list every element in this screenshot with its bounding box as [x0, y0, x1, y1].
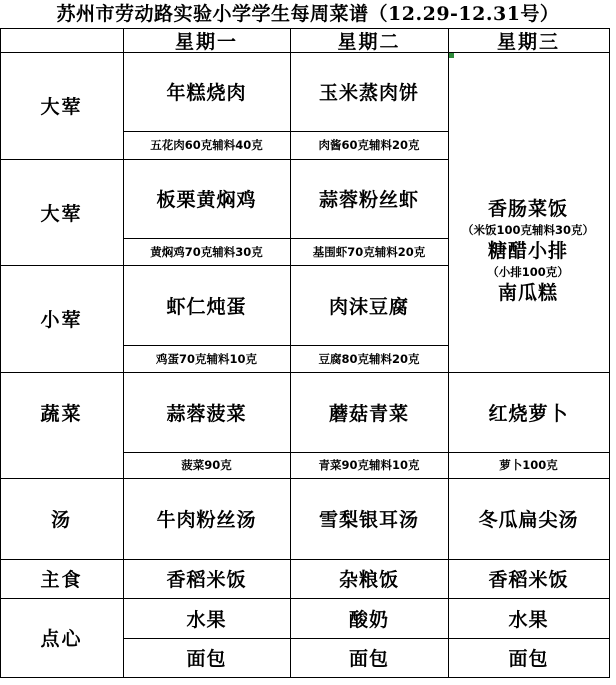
- wednesday-note-1: （米饭100克辅料30克）: [461, 222, 594, 237]
- tuesday-soup: 雪梨银耳汤: [318, 509, 419, 531]
- wednesday-dish-2: 糖醋小排: [487, 239, 568, 262]
- wednesday-soup: 冬瓜扁尖汤: [478, 509, 579, 531]
- category-main-meat-2: 大荤: [40, 202, 83, 225]
- monday-staple: 香稻米饭: [166, 569, 247, 591]
- monday-dish-4: 蒜蓉菠菜: [166, 402, 247, 425]
- tuesday-note-4: 青菜90克辅料10克: [318, 458, 420, 472]
- page-title: 苏州市劳动路实验小学学生每周菜谱（12.29-12.31号）: [56, 3, 560, 25]
- monday-dish-2: 板栗黄焖鸡: [156, 189, 257, 211]
- category-side-meat: 小荤: [40, 309, 83, 331]
- tuesday-snack-1: 酸奶: [348, 608, 389, 631]
- tuesday-dish-3: 肉沫豆腐: [328, 295, 409, 318]
- monday-note-4: 菠菜90克: [181, 458, 232, 472]
- tuesday-staple: 杂粮饭: [338, 569, 399, 591]
- monday-soup: 牛肉粉丝汤: [156, 509, 257, 531]
- tuesday-dish-2: 蒜蓉粉丝虾: [318, 189, 419, 211]
- category-snack: 点心: [40, 628, 83, 650]
- tuesday-snack-2: 面包: [348, 648, 389, 670]
- wednesday-dish-4: 红烧萝卜: [488, 402, 569, 425]
- wednesday-staple: 香稻米饭: [488, 569, 569, 591]
- monday-dish-3: 虾仁炖蛋: [166, 295, 247, 318]
- header-monday: 星期一: [174, 30, 238, 53]
- category-main-meat-1: 大荤: [40, 96, 83, 118]
- monday-dish-1: 年糕烧肉: [166, 82, 247, 104]
- wednesday-snack-2: 面包: [508, 648, 549, 670]
- wednesday-note-4: 萝卜100克: [499, 458, 558, 472]
- monday-snack-2: 面包: [186, 648, 227, 670]
- monday-snack-1: 水果: [186, 608, 227, 631]
- wednesday-dish-3: 南瓜糕: [497, 281, 558, 304]
- monday-note-1: 五花肉60克辅料40克: [150, 138, 263, 152]
- tuesday-dish-1: 玉米蒸肉饼: [318, 82, 419, 104]
- tuesday-note-1: 肉酱60克辅料20克: [318, 138, 420, 152]
- wednesday-note-2: （小排100克）: [487, 264, 569, 279]
- tuesday-note-3: 豆腐80克辅料20克: [318, 351, 420, 366]
- monday-note-3: 鸡蛋70克辅料10克: [155, 351, 257, 366]
- header-tuesday: 星期二: [337, 30, 401, 53]
- wednesday-dish-1: 香肠菜饭: [487, 197, 568, 220]
- category-staple: 主食: [40, 569, 83, 591]
- header-wednesday: 星期三: [496, 30, 560, 53]
- tuesday-dish-4: 蘑菇青菜: [328, 402, 409, 425]
- wednesday-snack-1: 水果: [508, 608, 549, 631]
- monday-note-2: 黄焖鸡70克辅料30克: [150, 244, 263, 259]
- tuesday-note-2: 基围虾70克辅料20克: [312, 244, 426, 259]
- category-vegetable: 蔬菜: [40, 402, 83, 425]
- category-soup: 汤: [50, 509, 72, 531]
